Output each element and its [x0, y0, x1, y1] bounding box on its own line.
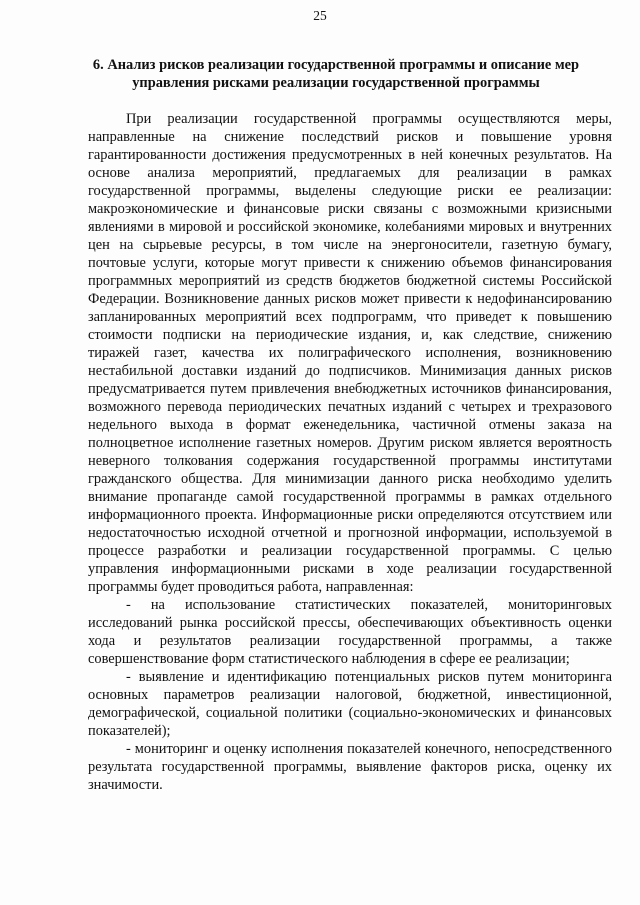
paragraph-bullet-monitoring: - мониторинг и оценку исполнения показателей конечного, непосредственного результата государственной программы, выявление факторов риска, оценку их значимости.	[88, 741, 612, 793]
page-number: 25	[313, 8, 327, 23]
paragraph-bullet-risk-identification: - выявление и идентификацию потенциальных рисков путем мониторинга основных параметров реализации налоговой, бюджетной, инвестиционной, демографической, социальной политики (социально-экономических и финансовых показателей);	[88, 669, 612, 739]
body-text	[88, 110, 612, 794]
paragraph-intro: При реализации государственной программы осуществляются меры, направленные на снижение последствий рисков и повышение уровня гарантированности достижения предусмотренных в ней конечных результатов. На основе анализа мероприятий, предлагаемых для реализации в рамках государственной программы, выделены следующие риски ее реализации: макроэкономические и финансовые риски связаны с возможными кризисными явлениями в мировой и российской экономике, колебаниями мировых и внутренних цен на сырьевые ресурсы, в том числе на энергоносители, газетную бумагу, почтовые услуги, которые могут привести к снижению объемов финансирования программных мероприятий из средств бюджетов бюджетной системы Российской Федерации. Возникновение данных рисков может привести к недофинансированию запланированных мероприятий всех подпрограмм, что приведет к повышению стоимости подписки на периодические издания, и, как следствие, снижению тиражей газет, качества их полиграфического исполнения, возникновению нестабильной доставки изданий до подписчиков. Минимизация данных рисков предусматривается путем привлечения внебюджетных источников финансирования, возможного перевода периодических печатных изданий с четырех и трехразового недельного выхода в формат еженедельника, частичной отмены заказа на полноцветное исполнение газетных номеров. Другим риском является вероятность неверного толкования содержания государственной программы институтами гражданского общества. Для минимизации данного риска необходимо уделить внимание пропаганде самой государственной программы в рамках отдельного информационного проекта. Информационные риски определяются отсутствием или недостаточностью исходной отчетной и прогнозной информации, используемой в процессе разработки и реализации государственной программы. С целью управления информационными рисками в ходе реализации государственной программы будет проводиться работа, направленная:	[88, 111, 612, 595]
paragraph-bullet-statistics: - на использование статистических показателей, мониторинговых исследований рынка российской прессы, обеспечивающих объективность оценки хода и результатов реализации государственной программы, а также совершенствование форм статистического наблюдения в сфере ее реализации;	[88, 597, 612, 667]
section-heading: 6. Анализ рисков реализации государственной программы и описание мер управления рисками реализации государственной программы	[92, 57, 580, 91]
